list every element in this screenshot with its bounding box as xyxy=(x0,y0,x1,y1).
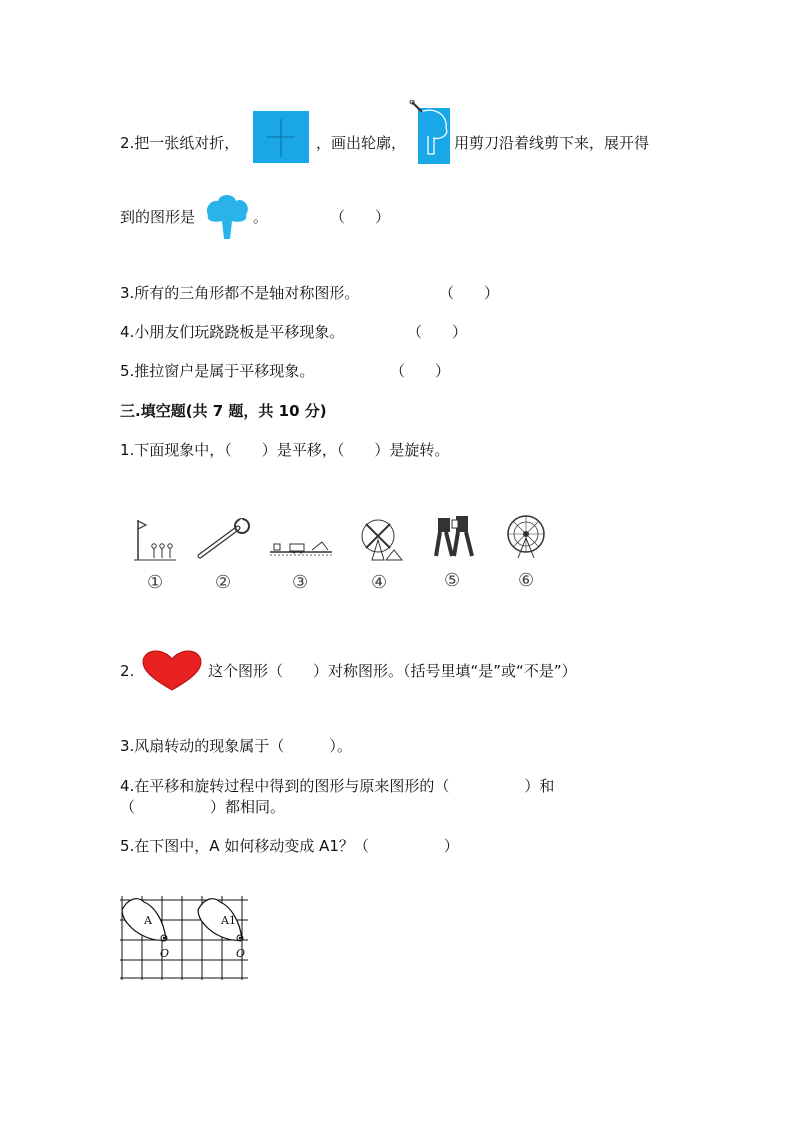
q5-text: 5.推拉窗户是属于平移现象。 xyxy=(120,362,315,380)
section3-title: 三.填空题(共 7 题，共 10 分) xyxy=(120,402,327,420)
q2-text-part5: 。 xyxy=(253,208,269,226)
shape-label-a1: A1 xyxy=(221,914,236,927)
people-walking-icon xyxy=(432,512,478,562)
q2-text-part3: 用剪刀沿着线剪下来，展开得 xyxy=(454,134,650,152)
q2-text-part4: 到的图形是 xyxy=(120,208,196,226)
picture-label-5: ⑤ xyxy=(444,570,461,591)
heart-icon xyxy=(141,650,203,692)
fill5-line: 5.在下图中，A 如何移动变成 A1？（ ） xyxy=(120,837,459,855)
fill2-line: 这个图形（ ）对称图形。（括号里填“是”或“不是”） xyxy=(208,662,577,680)
wrench-icon xyxy=(194,516,254,562)
q2-line1c xyxy=(454,133,649,153)
q5-answer-paren[interactable]: （ ） xyxy=(390,362,451,380)
point-label-o2: O xyxy=(236,947,246,960)
scissors-outline-icon xyxy=(408,100,452,166)
ferris-wheel-icon xyxy=(502,512,552,562)
windmill-icon xyxy=(356,514,406,564)
picture-label-3: ③ xyxy=(292,572,309,593)
q3-line xyxy=(120,283,359,303)
picture-label-1: ① xyxy=(147,572,164,593)
q4-answer-paren[interactable]: （ ） xyxy=(407,323,468,341)
fill4-line2: （ ）都相同。 xyxy=(120,798,286,816)
q2-text-part2: ，画出轮廓， xyxy=(316,134,407,152)
q4-line xyxy=(120,322,344,342)
fill3-line: 3.风扇转动的现象属于（ ）。 xyxy=(120,737,352,755)
fill2-number: 2. xyxy=(120,662,135,680)
outline-paper-image xyxy=(408,100,452,166)
picture-label-2: ② xyxy=(215,572,232,593)
q2-text-part1: 2.把一张纸对折， xyxy=(120,134,240,152)
q3-answer-paren[interactable]: （ ） xyxy=(439,284,500,302)
tree-icon xyxy=(202,191,252,241)
fill1-line: 1.下面现象中，（ ）是平移，（ ）是旋转。 xyxy=(120,441,450,459)
point-label-o1: O xyxy=(160,947,170,960)
q2-line2b xyxy=(253,207,268,227)
fold-line-icon xyxy=(253,111,309,163)
q2-line1b xyxy=(316,133,406,153)
grid-figure xyxy=(120,892,252,982)
phenomena-pictures xyxy=(120,510,560,600)
tree-shape-image xyxy=(202,191,252,241)
flag-raising-icon xyxy=(132,516,178,562)
q2-line1 xyxy=(120,133,239,153)
q4-text: 4.小朋友们玩跷跷板是平移现象。 xyxy=(120,323,345,341)
q5-line xyxy=(120,361,314,381)
shape-label-a: A xyxy=(144,914,152,927)
picture-label-4: ④ xyxy=(371,572,388,593)
q2-answer-paren[interactable]: （ ） xyxy=(330,208,391,226)
q2-line2 xyxy=(120,207,195,227)
picture-label-6: ⑥ xyxy=(518,570,535,591)
folded-paper-image xyxy=(253,111,309,163)
q3-text: 3.所有的三角形都不是轴对称图形。 xyxy=(120,284,360,302)
fill4-line1: 4.在平移和旋转过程中得到的图形与原来图形的（ ）和 xyxy=(120,777,555,795)
sliding-cart-icon xyxy=(268,524,334,560)
grid-with-shapes xyxy=(120,892,252,982)
